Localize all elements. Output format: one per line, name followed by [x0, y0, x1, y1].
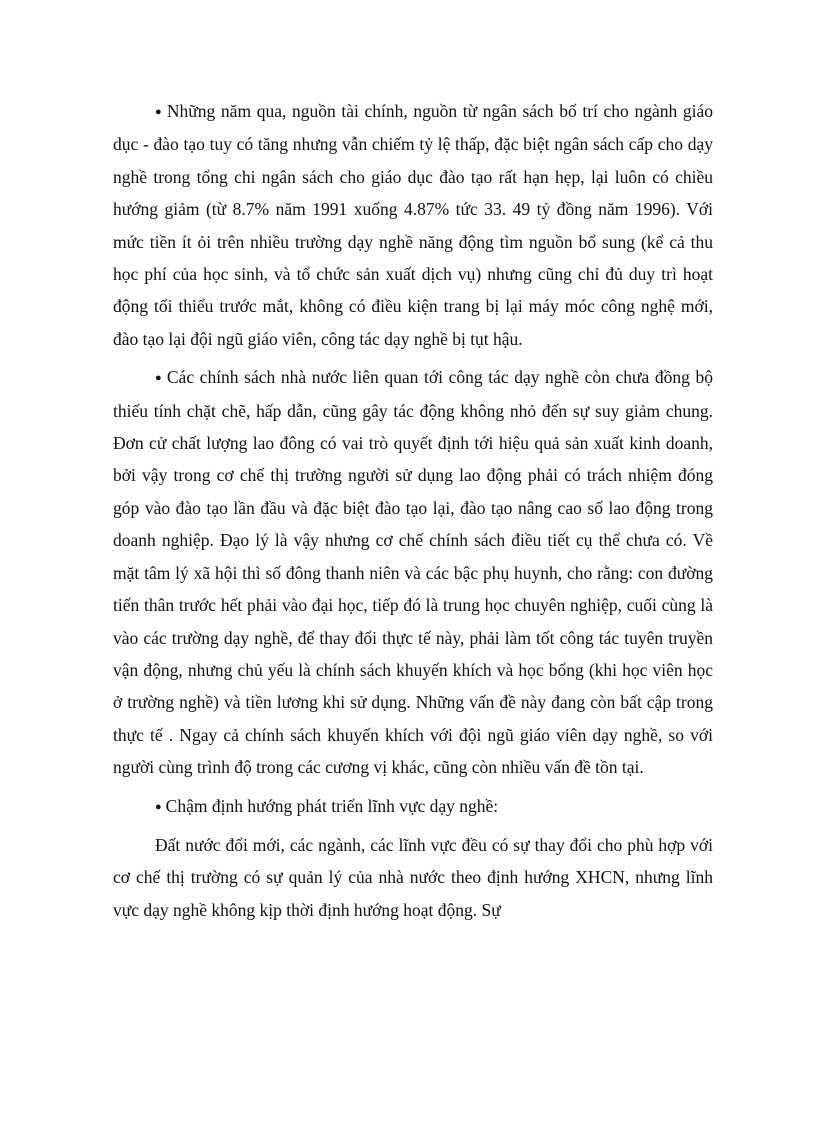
bullet-icon: ● [155, 800, 162, 813]
paragraph-orientation-heading [113, 790, 713, 823]
paragraph-renovation [113, 829, 713, 926]
paragraph-budget [113, 95, 713, 355]
paragraph-policy [113, 361, 713, 783]
paragraph-text: Các chính sách nhà nước liên quan tới công tác dạy nghề còn chưa đồng bộ thiếu tính chặt chẽ, hấp dẫn, cũng gây tác động không nhỏ đến sự suy giảm chung. Đơn cử chất lượng lao đông có vai trò quyết định tới hiệu quả sản xuất kinh doanh, bởi vậy trong cơ chế thị trường người sử dụng lao động phải có trách nhiệm đóng góp vào đào tạo lần đầu và đặc biệt đào tạo lại, đào tạo nâng cao số lao động trong doanh nghiệp. Đạo lý là vậy nhưng cơ chế chính sách điều tiết cụ thể chưa có. Về mặt tâm lý xã hội thì số đông thanh niên và các bậc phụ huynh, cho rằng: con đường tiến thân trước hết phải vào đại học, tiếp đó là trung học chuyên nghiệp, cuối cùng là vào các trường dạy nghề, để thay đổi thực tế này, phải làm tốt công tác tuyên truyền vận động, nhưng chủ yếu là chính sách khuyến khích và học bổng (khi học viên học ở trường nghề) và tiền lương khi sử dụng. Những vấn đề này đang còn bất cập trong thực tế . Ngay cả chính sách khuyến khích với đội ngũ giáo viên dạy nghề, so với người cùng trình độ trong các cương vị khác, cũng còn nhiều vấn đề tồn tại. [113, 367, 713, 778]
paragraph-text: Những năm qua, nguồn tài chính, nguồn từ ngân sách bố trí cho ngành giáo dục - đào tạo tuy có tăng nhưng vẫn chiếm tỷ lệ thấp, đặc biệt ngân sách cấp cho dạy nghề trong tổng chi ngân sách cho giáo dục đào tạo rất hạn hẹp, lại luôn có chiều hướng giảm (từ 8.7% năm 1991 xuống 4.87% tức 33. 49 tỷ đồng năm 1996). Với mức tiền ít ỏi trên nhiều trường dạy nghề năng động tìm nguồn bổ sung (kể cả thu học phí của học sinh, và tổ chức sản xuất dịch vụ) nhưng cũng chỉ đủ duy trì hoạt động tối thiểu trước mắt, không có điều kiện trang bị lại máy móc công nghệ mới, đào tạo lại đội ngũ giáo viên, công tác dạy nghề bị tụt hậu. [113, 101, 713, 349]
bullet-icon: ● [155, 372, 163, 385]
paragraph-text: Đất nước đổi mới, các ngành, các lĩnh vực đều có sự thay đổi cho phù hợp với cơ chế thị trường có sự quản lý của nhà nước theo định hướng XHCN, nhưng lĩnh vực dạy nghề không kịp thời định hướng hoạt động. Sự [113, 834, 713, 920]
bullet-icon: ● [155, 106, 163, 118]
document-page [113, 95, 713, 932]
paragraph-text: Chậm định hướng phát triển lĩnh vực dạy nghề: [165, 795, 499, 816]
